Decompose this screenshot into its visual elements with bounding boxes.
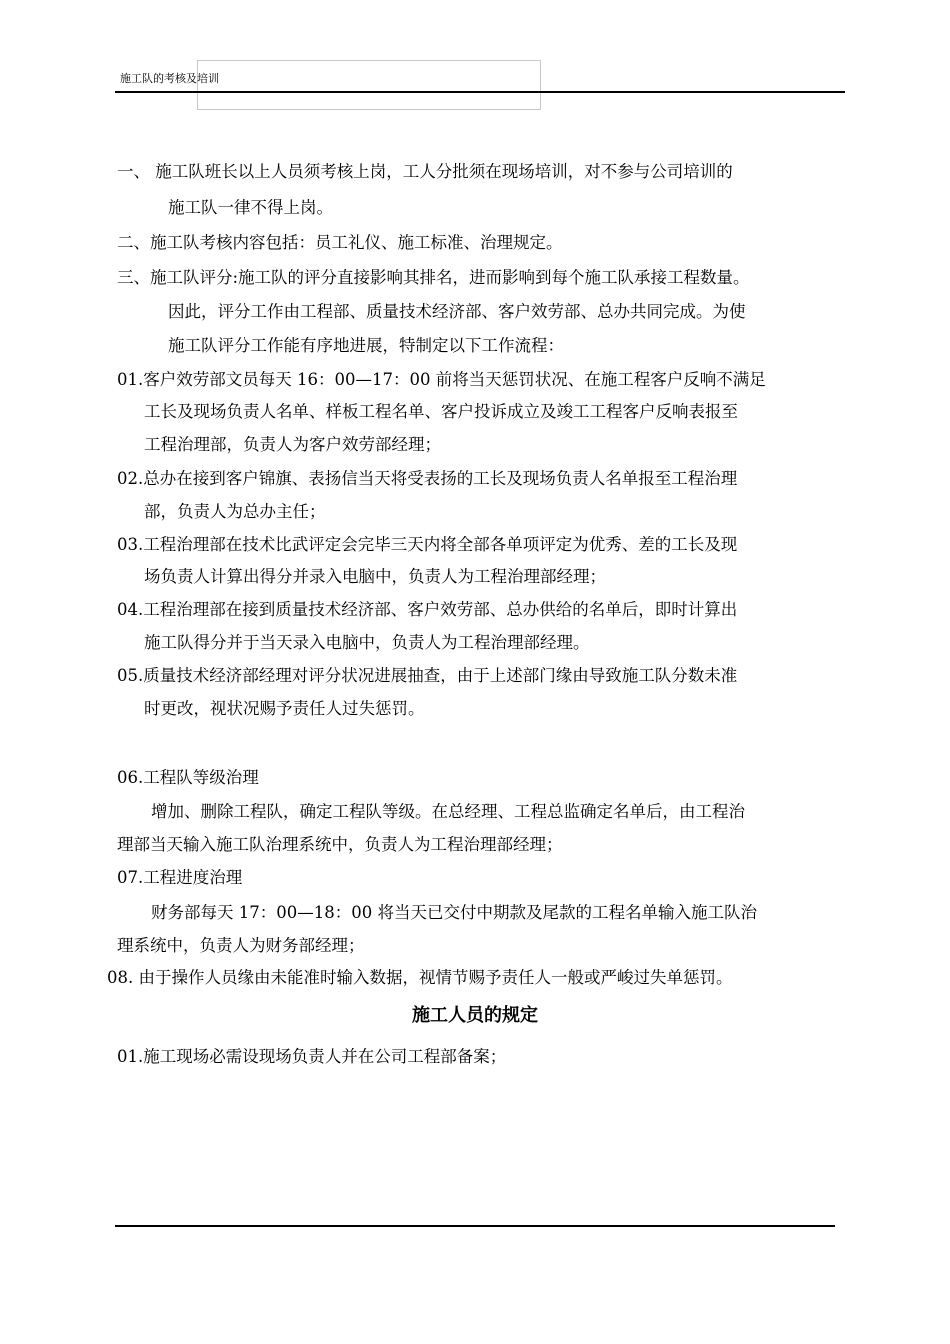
paragraph-line: 02.总办在接到客户锦旗、表扬信当天将受表扬的工长及现场负责人名单报至工程治理	[117, 469, 738, 488]
paragraph-line: 07.工程进度治理	[117, 868, 243, 887]
paragraph-line: 施工队一律不得上岗。	[168, 198, 333, 217]
paragraph-line: 03.工程治理部在技术比武评定会完毕三天内将全部各单项评定为优秀、差的工长及现	[117, 535, 738, 554]
paragraph-line: 理系统中，负责人为财务部经理；	[117, 936, 365, 955]
paragraph-line: 三、施工队评分:施工队的评分直接影响其排名，进而影响到每个施工队承接工程数量。	[117, 268, 750, 287]
header-title: 施工队的考核及培训	[120, 72, 219, 85]
paragraph-line: 施工队得分并于当天录入电脑中，负责人为工程治理部经理。	[144, 633, 590, 652]
paragraph-line: 04.工程治理部在接到质量技术经济部、客户效劳部、总办供给的名单后，即时计算出	[117, 600, 738, 619]
paragraph-line: 施工队评分工作能有序地进展，特制定以下工作流程：	[168, 336, 564, 355]
section-title: 施工人员的规定	[412, 1005, 538, 1026]
footer-rule	[115, 1225, 835, 1227]
paragraph-line: 06.工程队等级治理	[117, 768, 259, 787]
paragraph-line: 01.客户效劳部文员每天 16：00—17：00 前将当天惩罚状况、在施工程客户反响不满足	[117, 370, 766, 389]
paragraph-line: 财务部每天 17：00—18：00 将当天已交付中期款及尾款的工程名单输入施工队治	[151, 903, 757, 922]
paragraph-line: 理部当天输入施工队治理系统中，负责人为工程治理部经理；	[117, 835, 563, 854]
paragraph-line: 时更改，视状况赐予责任人过失惩罚。	[144, 699, 425, 718]
paragraph-line: 05.质量技术经济部经理对评分状况进展抽查，由于上述部门缘由导致施工队分数未准	[117, 666, 738, 685]
section-paragraph-line: 01.施工现场必需设现场负责人并在公司工程部备案；	[117, 1047, 507, 1066]
paragraph-line: 工程治理部，负责人为客户效劳部经理；	[144, 435, 441, 454]
paragraph-line: 增加、删除工程队，确定工程队等级。在总经理、工程总监确定名单后，由工程治	[151, 802, 745, 821]
paragraph-line: 因此，评分工作由工程部、质量技术经济部、客户效劳部、总办共同完成。为使	[168, 302, 746, 321]
paragraph-line: 部，负责人为总办主任；	[144, 502, 326, 521]
paragraph-line: 工长及现场负责人名单、样板工程名单、客户投诉成立及竣工工程客户反响表报至	[144, 402, 738, 421]
header-rule	[115, 91, 845, 93]
header-frame	[197, 60, 541, 110]
paragraph-line: 二、施工队考核内容包括：员工礼仪、施工标准、治理规定。	[117, 233, 563, 252]
paragraph-line: 08. 由于操作人员缘由未能准时输入数据，视情节赐予责任人一般或严峻过失单惩罚。	[107, 968, 733, 987]
paragraph-line: 场负责人计算出得分并录入电脑中，负责人为工程治理部经理；	[144, 567, 606, 586]
paragraph-line: 一、 施工队班长以上人员须考核上岗，工人分批须在现场培训，对不参与公司培训的	[117, 162, 733, 181]
